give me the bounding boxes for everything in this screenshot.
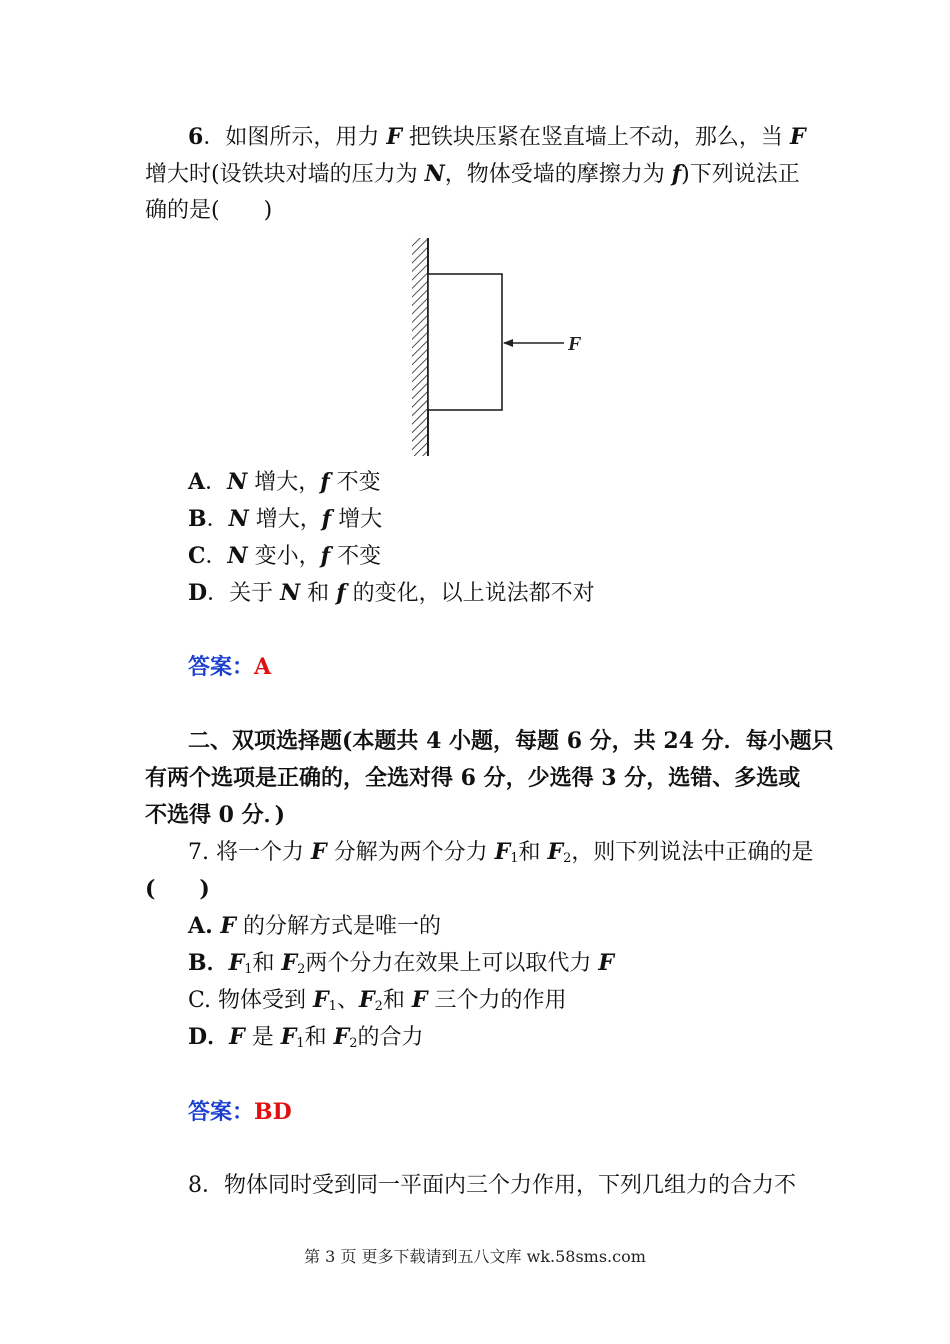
q7-option-c-var2: F <box>358 987 375 1013</box>
q7-option-c-mid1: 、 <box>336 988 359 1013</box>
section2-line1 <box>188 726 858 757</box>
q6-option-d-mid2: 的变化，以上说法都不对 <box>345 581 595 606</box>
q6-option-d-letter: D <box>188 580 208 606</box>
force-arrow-head <box>503 339 513 347</box>
page-footer: 第 3 页 更多下载请到五八文库 wk.58sms.com <box>304 1247 646 1266</box>
q6-option-b-mid2: 增大 <box>331 507 383 532</box>
q7-option-b-var1: F <box>228 950 245 976</box>
q6-text-2a: 增大时(设铁块对墙的压力为 <box>145 162 425 187</box>
q6-line1 <box>188 122 858 153</box>
q6-var-f-force-2: F <box>789 124 806 150</box>
q7-answer <box>188 1097 858 1128</box>
wall-hatching <box>412 238 428 456</box>
q7-option-b-mid2: 两个分力在效果上可以取代力 <box>305 951 599 976</box>
q7-option-c-mid2: 和 <box>382 988 412 1013</box>
section2-line2: 有两个选项是正确的，全选对得 6 分，少选得 3 分，选错、多选或 <box>145 765 801 791</box>
q7-option-d-sub3: 2 <box>349 1036 358 1051</box>
q6-answer <box>188 652 858 683</box>
q6-option-d-mid1: 和 <box>300 581 337 606</box>
q7-option-a-var: F <box>220 913 237 939</box>
q7-option-b-sub2: 2 <box>297 962 306 977</box>
q6-text-1b: 把铁块压紧在竖直墙上不动，那么，当 <box>401 125 790 150</box>
q6-option-d-sep: ．关于 <box>207 581 281 606</box>
q7-answer-label: 答案： <box>188 1099 255 1125</box>
q7-option-d-mid3: 的合力 <box>357 1025 424 1050</box>
q6-option-c <box>188 541 858 572</box>
q7-option-c-letter: C. 物体受到 <box>188 988 314 1013</box>
q6-option-b-mid1: 增大， <box>248 507 322 532</box>
section2-line3: 不选得 0 分．) <box>145 802 286 828</box>
q6-text-1a: ．如图所示，用力 <box>203 125 387 150</box>
section2-intro-1: (本题共 4 小题，每题 6 分，共 24 分．每小题只 <box>342 728 834 754</box>
q6-number: 6 <box>188 124 204 150</box>
q7-option-c-sub1: 1 <box>328 999 337 1014</box>
q6-option-d-var1: N <box>280 580 301 606</box>
q6-option-a-mid1: 增大， <box>247 470 321 495</box>
q7-var-f: F <box>310 839 327 865</box>
q7-suffix: ，则下列说法中正确的是 <box>571 840 814 865</box>
q7-option-d-var2: F <box>280 1024 297 1050</box>
q6-option-b-letter: B <box>188 506 207 532</box>
q6-option-b-var1: N <box>228 506 249 532</box>
q7-option-c <box>188 985 858 1022</box>
q6-option-c-letter: C <box>188 543 206 569</box>
q6-option-d <box>188 578 858 609</box>
q7-option-a-text: 的分解方式是唯一的 <box>236 914 442 939</box>
q6-text-2c: )下列说法正 <box>681 162 800 187</box>
q6-var-n: N <box>424 161 445 187</box>
q6-option-b-sep: ． <box>206 507 229 532</box>
q7-line1 <box>188 837 858 874</box>
q6-option-c-mid2: 不变 <box>330 544 382 569</box>
q7-option-c-sub2: 2 <box>374 999 383 1014</box>
q7-option-d-var3: F <box>333 1024 350 1050</box>
force-label: F <box>568 333 582 355</box>
q6-option-d-var2: f <box>336 580 346 606</box>
q6-line2 <box>145 159 815 190</box>
q7-option-b-var2: F <box>281 950 298 976</box>
q6-var-f-friction: f <box>671 161 682 187</box>
q6-text-2b: ，物体受墙的摩擦力为 <box>444 162 672 187</box>
q7-option-b <box>188 948 858 985</box>
q7-option-d <box>188 1022 858 1059</box>
wall-block-figure <box>400 232 600 460</box>
q7-option-d-var1: F <box>229 1024 245 1050</box>
q6-var-f-force: F <box>386 124 402 150</box>
q7-line2: ( ) <box>145 876 210 902</box>
section2-title: 二、双项选择题 <box>188 728 343 754</box>
q7-option-d-sub2: 1 <box>296 1036 305 1051</box>
q7-mid1: 分解为两个分力 <box>326 840 495 865</box>
q6-option-b-var2: f <box>321 506 332 532</box>
q7-option-b-sub1: 1 <box>244 962 253 977</box>
q7-answer-value: BD <box>254 1099 292 1125</box>
q7-var-f2: F <box>547 839 564 865</box>
q7-option-a <box>188 911 858 942</box>
q6-option-a-mid2: 不变 <box>329 470 381 495</box>
q6-option-a-var2: f <box>320 469 330 495</box>
q6-option-c-var2: f <box>320 543 331 569</box>
q7-prefix: 7. 将一个力 <box>188 840 311 865</box>
q7-option-d-letter: D． <box>188 1024 230 1050</box>
q6-answer-value: A <box>254 654 272 680</box>
q7-sub2: 2 <box>563 851 572 866</box>
q7-option-c-mid3: 三个力的作用 <box>427 988 567 1013</box>
q7-var-f1: F <box>494 839 511 865</box>
q7-option-b-var3: F <box>598 950 615 976</box>
iron-block <box>428 274 502 410</box>
q6-option-a-letter: A <box>188 469 206 495</box>
q7-option-b-mid1: 和 <box>252 951 282 976</box>
q6-line3: 确的是( ) <box>145 198 273 223</box>
q6-option-c-var1: N <box>227 543 248 569</box>
q6-option-a-var1: N <box>227 469 248 495</box>
q8-line1: 8．物体同时受到同一平面内三个力作用，下列几组力的合力不 <box>188 1173 796 1198</box>
q7-option-d-mid2: 和 <box>304 1025 334 1050</box>
q7-mid2: 和 <box>518 840 548 865</box>
q7-sub1: 1 <box>510 851 519 866</box>
q6-answer-label: 答案： <box>188 654 255 680</box>
q6-option-a <box>188 467 858 498</box>
q7-option-c-var3: F <box>411 987 428 1013</box>
q6-option-c-sep: ． <box>205 544 228 569</box>
q7-option-d-mid1: 是 <box>244 1025 281 1050</box>
q7-option-c-var1: F <box>313 987 329 1013</box>
q7-option-a-letter: A. <box>188 913 221 939</box>
q6-option-a-sep: ． <box>205 470 228 495</box>
q7-option-b-letter: B． <box>188 950 229 976</box>
q6-option-b <box>188 504 858 535</box>
q6-option-c-mid1: 变小， <box>247 544 321 569</box>
